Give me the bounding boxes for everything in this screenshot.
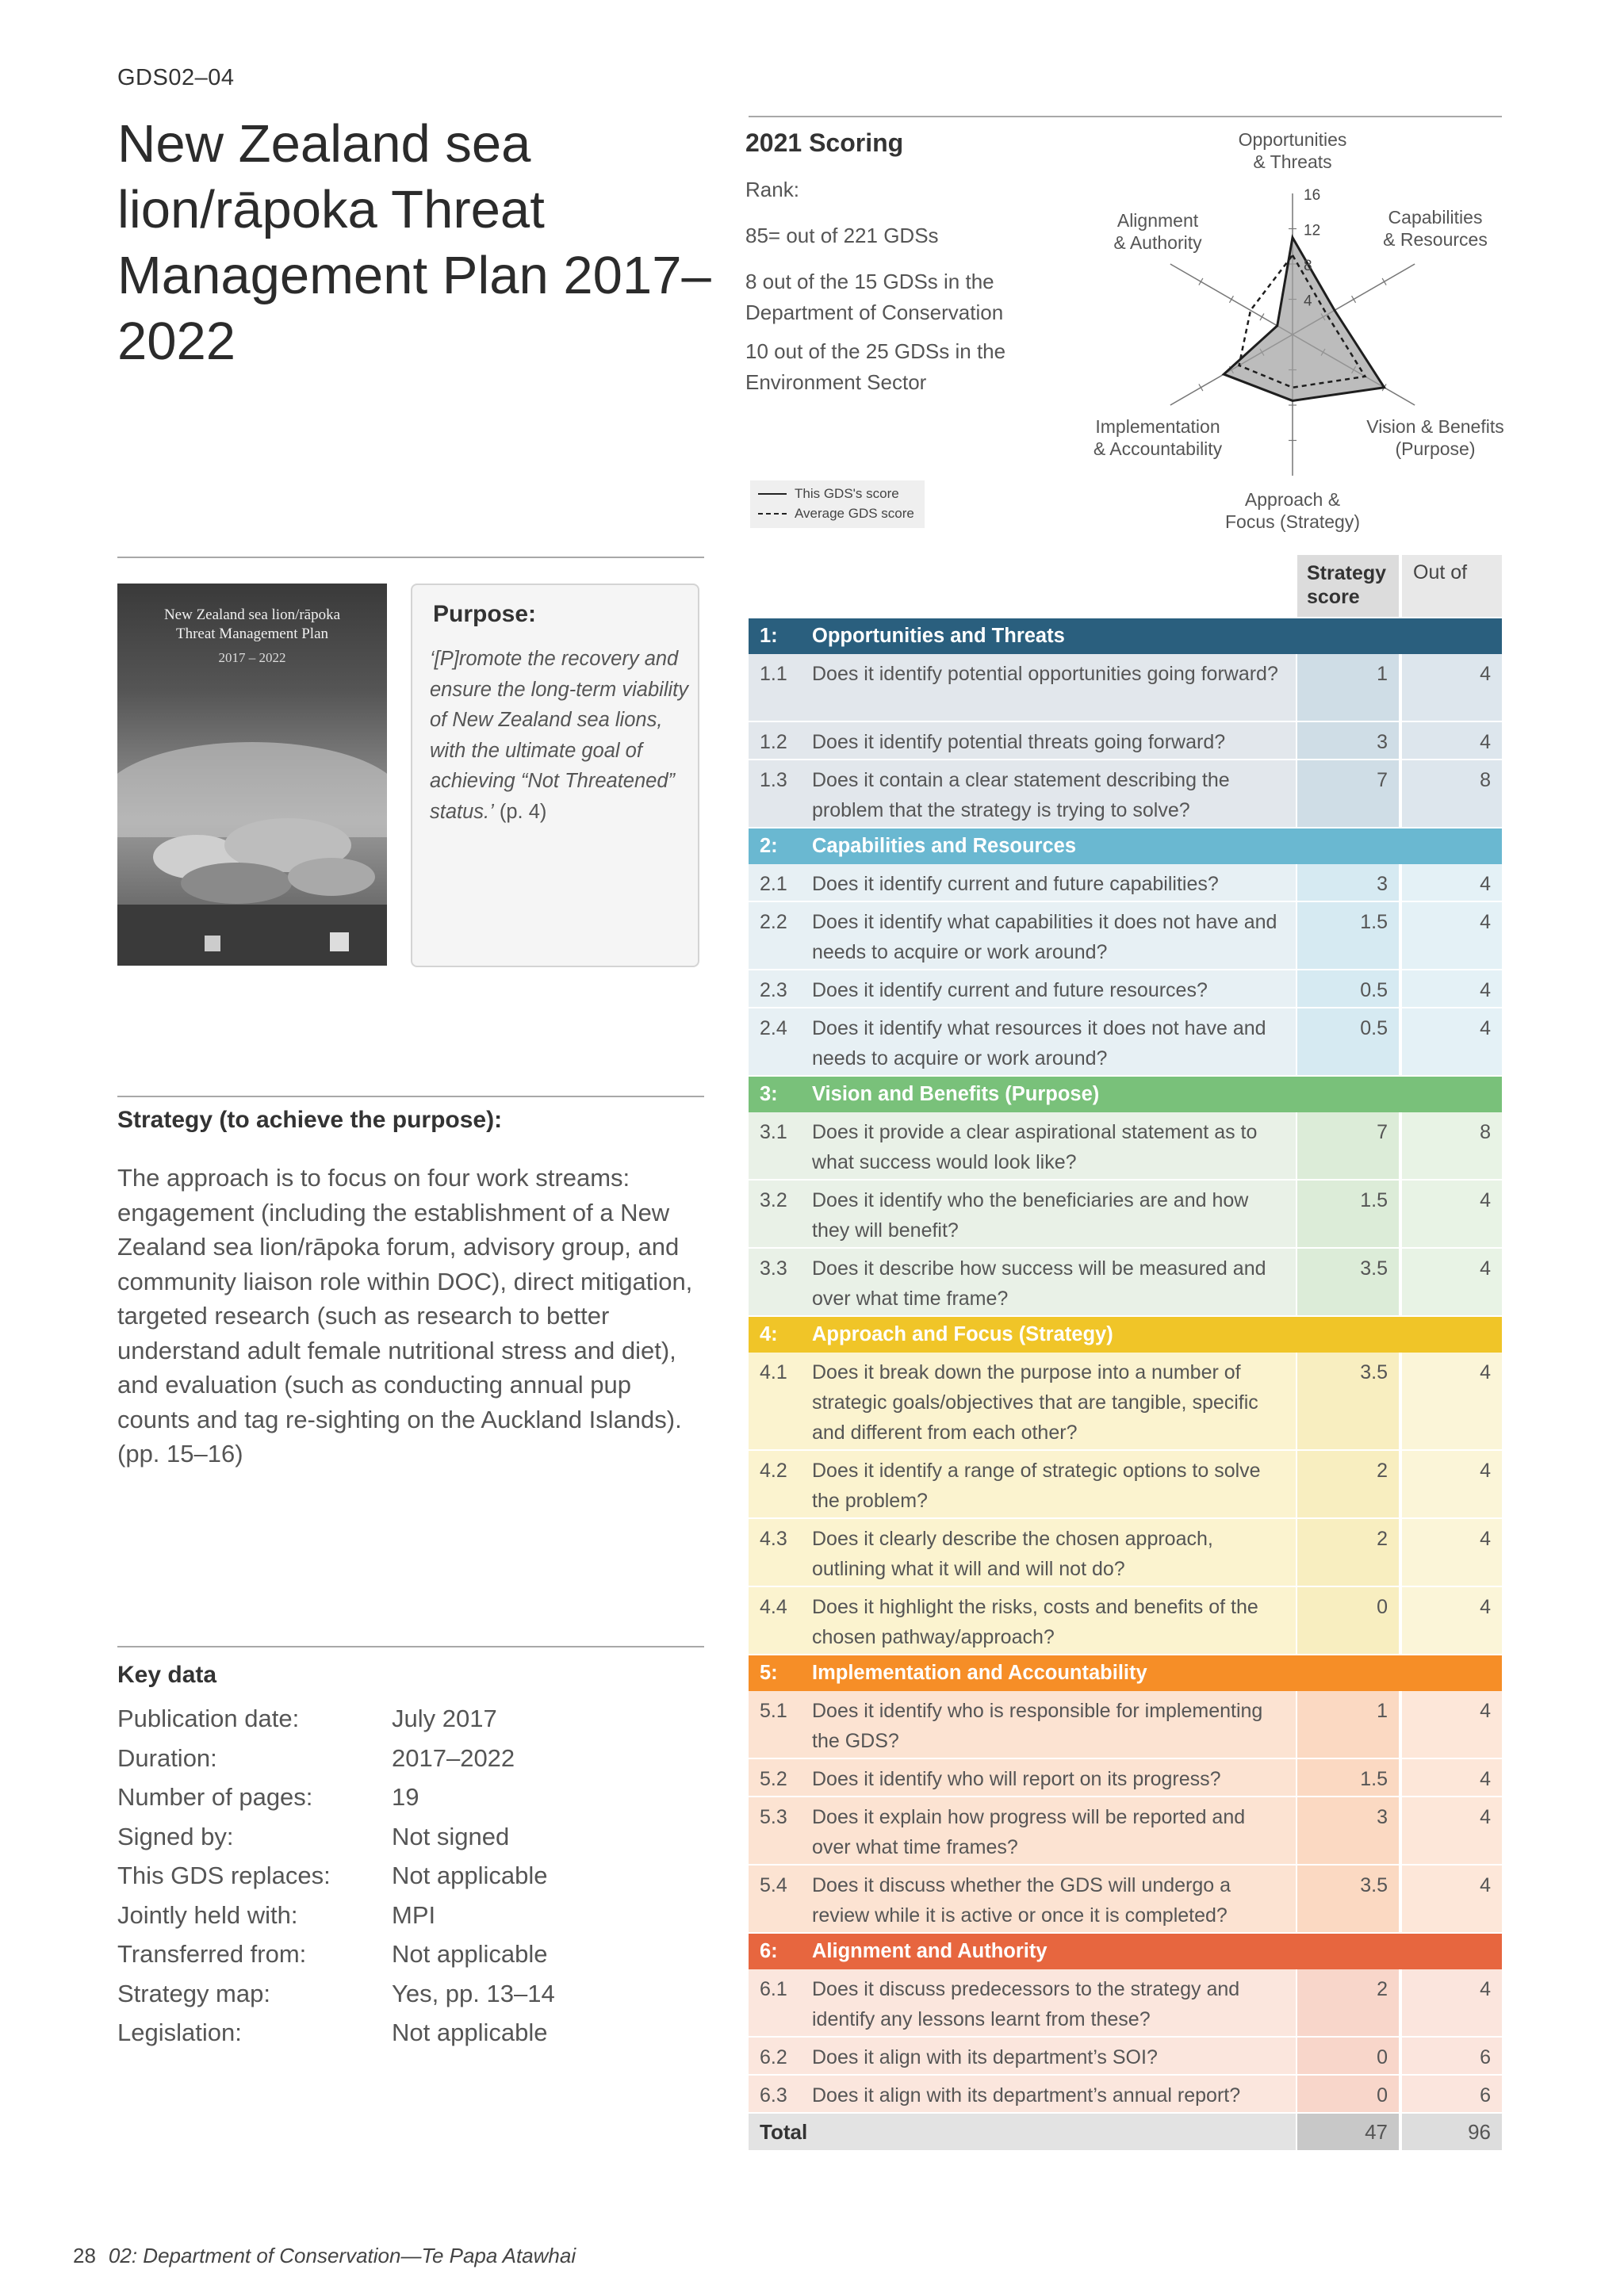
question-number: 5.3 — [760, 1806, 787, 1828]
total-strategy-score: 47 — [1297, 2114, 1399, 2150]
strategy-score-cell: 3 — [1297, 864, 1399, 902]
table-row — [749, 1112, 1502, 1181]
strategy-score-cell: 0.5 — [1297, 1008, 1399, 1077]
question-number: 2.3 — [760, 979, 787, 1001]
question-number: 6.3 — [760, 2084, 787, 2107]
question-text: Does it clearly describe the chosen approach, outlining what it will and will not do? — [812, 1528, 1213, 1580]
rank-department: 8 out of the 15 GDSs in the Department of Conservation — [745, 270, 1004, 324]
out-of-cell: 4 — [1402, 1353, 1502, 1451]
strategy-score-cell: 7 — [1297, 760, 1399, 828]
key-data-value: Yes, pp. 13–14 — [392, 1979, 555, 2007]
strategy-score-cell: 0 — [1297, 2076, 1399, 2114]
section-label: Implementation and Accountability — [812, 1662, 1147, 1684]
section-number: 6: — [760, 1940, 778, 1962]
key-data-value: MPI — [392, 1900, 436, 1929]
table-row — [749, 1249, 1502, 1317]
table-row — [749, 1587, 1502, 1655]
strategy-score-cell: 0.5 — [1297, 970, 1399, 1008]
tick-label: 16 — [1304, 187, 1321, 204]
purpose-title: Purpose: — [433, 601, 537, 627]
table-row — [749, 654, 1502, 722]
radar-tick — [1199, 278, 1203, 285]
total-row — [749, 2114, 1502, 2150]
out-of-cell: 4 — [1402, 1759, 1502, 1797]
rank-label: Rank: — [745, 178, 799, 201]
question-text: Does it discuss whether the GDS will undergo a review while it is active or once it is completed? — [812, 1874, 1231, 1927]
table-header — [749, 555, 1502, 617]
key-data-label: Number of pages: — [117, 1783, 313, 1811]
row-background — [749, 2114, 1296, 2150]
cover-title: New Zealand sea lion/rāpoka Threat Management Plan — [163, 607, 341, 642]
key-data-value: Not signed — [392, 1822, 510, 1850]
question-text: Does it identify a range of strategic options to solve the problem? — [812, 1460, 1261, 1512]
chart-legend — [750, 480, 925, 528]
axis-label-opportunities: Opportunities & Threats — [1238, 129, 1347, 172]
key-data-label: Publication date: — [117, 1705, 300, 1732]
table-row — [749, 1353, 1502, 1451]
table-row — [749, 1519, 1502, 1587]
out-of-cell: 4 — [1402, 1008, 1502, 1077]
strategy-body: The approach is to focus on four work streams: engagement (including the establishment of a New Zealand sea lion/rāpoka forum, advisory group, and community liaison role within DOC), direct mitigation, targeted research (such as research to better understand adult female nutritional stress and diet), and evaluation (such as conducting annual pup counts and tag re-sighting on the Auckland Islands). (pp. 15–16) — [117, 1164, 693, 1468]
section-label: Alignment and Authority — [812, 1940, 1048, 1962]
out-of-cell: 4 — [1402, 864, 1502, 902]
question-number: 3.2 — [760, 1189, 787, 1211]
divider — [117, 1096, 704, 1097]
rank-overall: 85= out of 221 GDSs — [745, 224, 939, 247]
strategy-score-cell: 3 — [1297, 722, 1399, 760]
question-text: Does it identify potential opportunities going forward? — [812, 663, 1278, 685]
strategy-score-cell: 3.5 — [1297, 1866, 1399, 1934]
solid-line-icon — [758, 493, 787, 495]
radar-chart — [1047, 119, 1538, 547]
question-text: Does it discuss predecessors to the strategy and identify any lessons learnt from these? — [812, 1978, 1240, 2030]
question-number: 5.1 — [760, 1700, 787, 1722]
table-row — [749, 2038, 1502, 2076]
question-number: 4.2 — [760, 1460, 787, 1482]
cover-years: 2017 – 2022 — [218, 650, 286, 665]
table-row — [749, 970, 1502, 1008]
rank-sector: 10 out of the 25 GDSs in the Environment Sector — [745, 339, 1006, 394]
table-row — [749, 760, 1502, 828]
radar-tick — [1229, 296, 1233, 303]
out-of-cell: 8 — [1402, 760, 1502, 828]
page-number: 28 — [73, 2244, 96, 2267]
question-number: 4.1 — [760, 1361, 787, 1383]
radar-tick — [1199, 384, 1203, 391]
table-row — [749, 1797, 1502, 1866]
table-row — [749, 1008, 1502, 1077]
question-text: Does it highlight the risks, costs and benefits of the chosen pathway/approach? — [812, 1596, 1258, 1648]
key-data-value: 2017–2022 — [392, 1743, 515, 1772]
table-row — [749, 1759, 1502, 1797]
table-row — [749, 1451, 1502, 1519]
section-label: Vision and Benefits (Purpose) — [812, 1083, 1100, 1105]
question-number: 5.4 — [760, 1874, 787, 1896]
key-data-label: Duration: — [117, 1743, 217, 1772]
axis-label-approach: Approach & Focus (Strategy) — [1225, 489, 1360, 532]
dashed-line-icon — [758, 513, 787, 515]
question-text: Does it identify who the beneficiaries are and how they will benefit? — [812, 1189, 1249, 1242]
section-number: 2: — [760, 835, 778, 857]
key-data-label: Transferred from: — [117, 1940, 307, 1968]
section-label: Approach and Focus (Strategy) — [812, 1323, 1113, 1345]
tick-label: 8 — [1304, 258, 1312, 274]
strategy-score-cell: 2 — [1297, 1969, 1399, 2038]
question-text: Does it explain how progress will be reported and over what time frames? — [812, 1806, 1246, 1858]
question-number: 6.2 — [760, 2046, 787, 2068]
strategy-score-cell: 3 — [1297, 1797, 1399, 1866]
sea-lion-illustration — [117, 584, 387, 966]
section-header — [749, 618, 1502, 654]
purpose-box — [411, 584, 699, 967]
strategy-score-cell: 1 — [1297, 654, 1399, 722]
radar-tick — [1382, 278, 1386, 285]
section-header — [749, 1317, 1502, 1353]
out-of-cell: 4 — [1402, 1969, 1502, 2038]
section-header — [749, 1077, 1502, 1112]
document-code: GDS02–04 — [117, 65, 235, 90]
radar-tick — [1260, 313, 1264, 320]
section-header — [749, 1655, 1502, 1691]
out-of-cell: 6 — [1402, 2076, 1502, 2114]
question-text: Does it align with its department’s SOI? — [812, 2046, 1158, 2068]
strategy-score-cell: 1.5 — [1297, 1759, 1399, 1797]
table-row — [749, 864, 1502, 902]
purpose-text: ‘[P]romote the recovery and ensure the long-term viability of New Zealand sea lions, with the ultimate goal of achieving “Not Threatened” status.’ (p. 4) — [430, 648, 688, 823]
question-number: 1.2 — [760, 731, 787, 753]
axis-label-implementation: Implementation & Accountability — [1093, 416, 1223, 459]
strategy-score-cell: 3.5 — [1297, 1353, 1399, 1451]
out-of-cell: 4 — [1402, 1797, 1502, 1866]
key-data-label: This GDS replaces: — [117, 1862, 331, 1889]
out-of-cell: 4 — [1402, 1249, 1502, 1317]
total-label: Total — [760, 2120, 808, 2144]
out-of-cell: 4 — [1402, 1519, 1502, 1587]
strategy-score-cell: 7 — [1297, 1112, 1399, 1181]
section-number: 1: — [760, 625, 778, 647]
question-number: 2.4 — [760, 1017, 787, 1039]
strategy-score-cell: 0 — [1297, 1587, 1399, 1655]
strategy-score-cell: 0 — [1297, 2038, 1399, 2076]
out-of-cell: 4 — [1402, 902, 1502, 970]
question-text: Does it identify what capabilities it does not have and needs to acquire or work around? — [812, 911, 1277, 963]
question-text: Does it describe how success will be measured and over what time frame? — [812, 1257, 1266, 1310]
page-footer — [73, 2244, 576, 2268]
out-of-cell: 4 — [1402, 970, 1502, 1008]
divider — [749, 116, 1502, 117]
out-of-cell: 4 — [1402, 1587, 1502, 1655]
divider — [117, 1646, 704, 1647]
table-row — [749, 722, 1502, 760]
question-text: Does it break down the purpose into a number of strategic goals/objectives that are tangible, specific and different from each other? — [812, 1361, 1258, 1444]
out-of-cell: 8 — [1402, 1112, 1502, 1181]
section-header — [749, 1934, 1502, 1969]
strategy-score-cell: 1.5 — [1297, 902, 1399, 970]
section-number: 4: — [760, 1323, 778, 1345]
total-out-of: 96 — [1402, 2114, 1502, 2150]
axis-label-vision: Vision & Benefits (Purpose) — [1366, 416, 1504, 459]
question-number: 1.3 — [760, 769, 787, 791]
radar-tick — [1352, 296, 1356, 303]
table-row — [749, 1181, 1502, 1249]
question-number: 5.2 — [760, 1768, 787, 1790]
key-data-value: Not applicable — [392, 2019, 548, 2046]
strategy-title: Strategy (to achieve the purpose): — [117, 1107, 503, 1133]
key-data-value: Not applicable — [392, 1940, 548, 1968]
question-text: Does it identify who will report on its progress? — [812, 1768, 1221, 1790]
out-of-cell: 4 — [1402, 1451, 1502, 1519]
question-number: 2.1 — [760, 873, 787, 895]
strategy-score-cell: 1 — [1297, 1691, 1399, 1759]
legend-item-this-gds: This GDS's score — [758, 485, 899, 503]
column-header-strategy-score: Strategy score — [1297, 555, 1399, 617]
out-of-cell: 4 — [1402, 722, 1502, 760]
key-data-value: July 2017 — [392, 1705, 497, 1732]
column-header-out-of: Out of — [1402, 555, 1502, 617]
out-of-cell: 6 — [1402, 2038, 1502, 2076]
strategy-score-cell: 1.5 — [1297, 1181, 1399, 1249]
question-number: 1.1 — [760, 663, 787, 685]
question-number: 3.3 — [760, 1257, 787, 1280]
key-data-label: Jointly held with: — [117, 1900, 298, 1929]
axis-label-alignment: Alignment & Authority — [1113, 210, 1202, 253]
table-row — [749, 902, 1502, 970]
question-text: Does it identify current and future resources? — [812, 979, 1208, 1001]
footer-text: 02: Department of Conservation—Te Papa Atawhai — [108, 2244, 576, 2267]
question-text: Does it identify current and future capabilities? — [812, 873, 1219, 895]
table-row — [749, 2076, 1502, 2114]
key-data-label: Strategy map: — [117, 1979, 270, 2007]
table-row — [749, 1969, 1502, 2038]
section-number: 5: — [760, 1662, 778, 1684]
divider — [117, 557, 704, 558]
key-data-value: 19 — [392, 1783, 419, 1811]
question-text: Does it identify who is responsible for implementing the GDS? — [812, 1700, 1263, 1752]
question-text: Does it identify what resources it does not have and needs to acquire or work around? — [812, 1017, 1266, 1070]
section-header — [749, 828, 1502, 864]
out-of-cell: 4 — [1402, 1866, 1502, 1934]
strategy-score-cell: 2 — [1297, 1519, 1399, 1587]
key-data-value: Not applicable — [392, 1862, 548, 1889]
question-number: 4.3 — [760, 1528, 787, 1550]
scoring-heading: 2021 Scoring — [745, 128, 904, 157]
question-text: Does it align with its department’s annual report? — [812, 2084, 1241, 2107]
question-number: 6.1 — [760, 1978, 787, 2000]
question-number: 3.1 — [760, 1121, 787, 1143]
tick-label: 12 — [1304, 222, 1321, 239]
document-cover-image — [117, 584, 387, 966]
out-of-cell: 4 — [1402, 1181, 1502, 1249]
section-label: Capabilities and Resources — [812, 835, 1077, 857]
out-of-cell: 4 — [1402, 1691, 1502, 1759]
section-number: 3: — [760, 1083, 778, 1105]
strategy-score-cell: 3.5 — [1297, 1249, 1399, 1317]
axis-label-capabilities: Capabilities & Resources — [1383, 207, 1488, 250]
section-label: Opportunities and Threats — [812, 625, 1065, 647]
key-data-title: Key data — [117, 1662, 217, 1688]
table-row — [749, 1691, 1502, 1759]
question-text: Does it identify potential threats going forward? — [812, 731, 1226, 753]
question-number: 2.2 — [760, 911, 787, 933]
strategy-score-cell: 2 — [1297, 1451, 1399, 1519]
key-data-label: Signed by: — [117, 1822, 234, 1850]
key-data-label: Legislation: — [117, 2019, 242, 2046]
tick-label: 4 — [1304, 293, 1312, 310]
question-number: 4.4 — [760, 1596, 787, 1618]
table-row — [749, 1866, 1502, 1934]
legend-item-average: Average GDS score — [758, 505, 914, 522]
out-of-cell: 4 — [1402, 654, 1502, 722]
page-title: New Zealand sea lion/rāpoka Threat Management Plan 2017–2022 — [117, 114, 711, 371]
question-text: Does it contain a clear statement describing the problem that the strategy is trying to solve? — [812, 769, 1230, 821]
question-text: Does it provide a clear aspirational statement as to what success would look like? — [812, 1121, 1258, 1173]
